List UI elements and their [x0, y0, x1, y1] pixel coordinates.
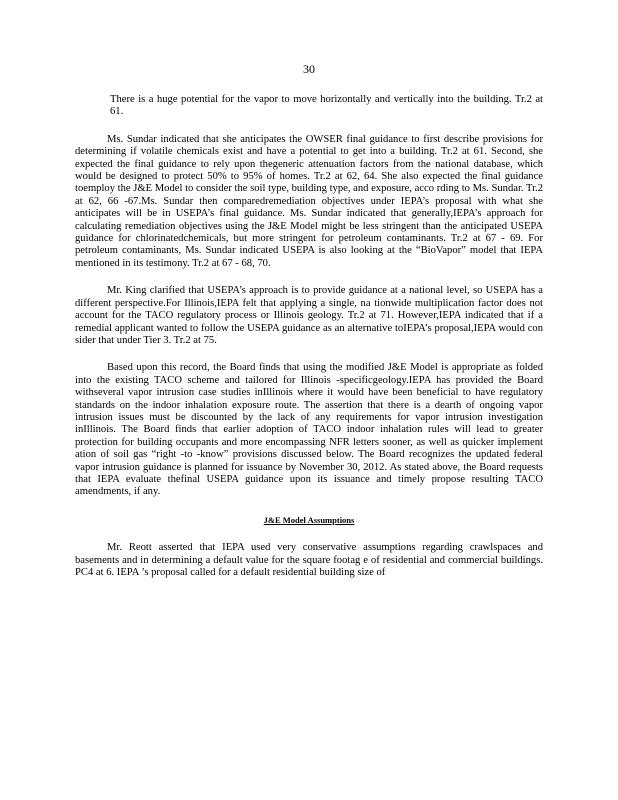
paragraph-board-finding: Based upon this record, the Board finds that using the modified J&E Model is appropriate as folded into the existing TACO scheme and tailored for Illinois -specificgeology.IEPA has provided the Board withseveral vapor intrusion case studies inIllinois where it would have been beneficial to have regulatory standards on the indoor inhalation exposure route. The assertion that there is a dearth of ongoing vapor intrusion issues must be discounted by the lack of any requirements for vapor intrusion investigation inIllinois. The Board finds that earlier adoption of TACO indoor inhalation rules will lead to greater protection for building occupants and more encompassing NFR letters sooner, as well as quicker implement ation of soil gas “right -to -know” provisions discussed below. The Board recognizes the updated federal vapor intrusion guidance is planned for issuance by November 30, 2012. As stated above, the Board requests that IEPA evaluate thefinal USEPA guidance upon its issuance and timely propose resulting TACO amendments, if any. [75, 362, 543, 498]
section-heading: J&E Model Assumptions [263, 514, 355, 525]
paragraph-sundar: Ms. Sundar indicated that she anticipates the OWSER final guidance to first describe provisions for determining if volatile chemicals exist and have a potential to get into a building. Tr.2 at 61. Second, she expected the final guidance to rely upon thegeneric attenuation factors from the national database, which would be designed to protect 50% to 95% of homes. Tr.2 at 62, 64. She also expected the final guidance toemploy the J&E Model to consider the soil type, building type, and exposure, acco rding to Ms. Sundar. Tr.2 at 62, 66 -67.Ms. Sundar then comparedremediation objectives under IEPA’s proposal with what she anticipates will be in USEPA’s final guidance. Ms. Sundar indicated that generally,IEPA’s approach for calculating remediation objectives using the J&E Model might be less stringent than the anticipated USEPA guidance for chlorinatedchemicals, but more stringent for petroleum contaminants. Tr.2 at 67 - 69. For petroleum contaminants, Ms. Sundar indicated USEPA is also looking at the “BioVapor” model that IEPA mentioned in its testimony. Tr.2 at 67 - 68, 70. [75, 133, 543, 269]
page-number: 30 [303, 62, 315, 76]
paragraph-reott: Mr. Reott asserted that IEPA used very conservative assumptions regarding crawlspaces and basements and in determining a default value for the square footag e of residential and commercial buildings. PC4 at 6. IEPA ’s proposal called for a default residential building size of [75, 542, 543, 578]
paragraph-king: Mr. King clarified that USEPA’s approach is to provide guidance at a national level, so USEPA has a different perspective.For Illinois,IEPA felt that applying a single, na tionwide multiplication factor does not account for the TACO regulatory process or Illinois geology. Tr.2 at 71. However,IEPA indicated that if a remedial applicant wanted to follow the USEPA guidance as an alternative toIEPA’s proposal,IEPA would con sider that under Tier 3. Tr.2 at 75. [75, 285, 543, 346]
indented-quote: There is a huge potential for the vapor to move horizontally and vertically into the building. Tr.2 at 61. [110, 94, 543, 118]
body-text [75, 94, 543, 594]
